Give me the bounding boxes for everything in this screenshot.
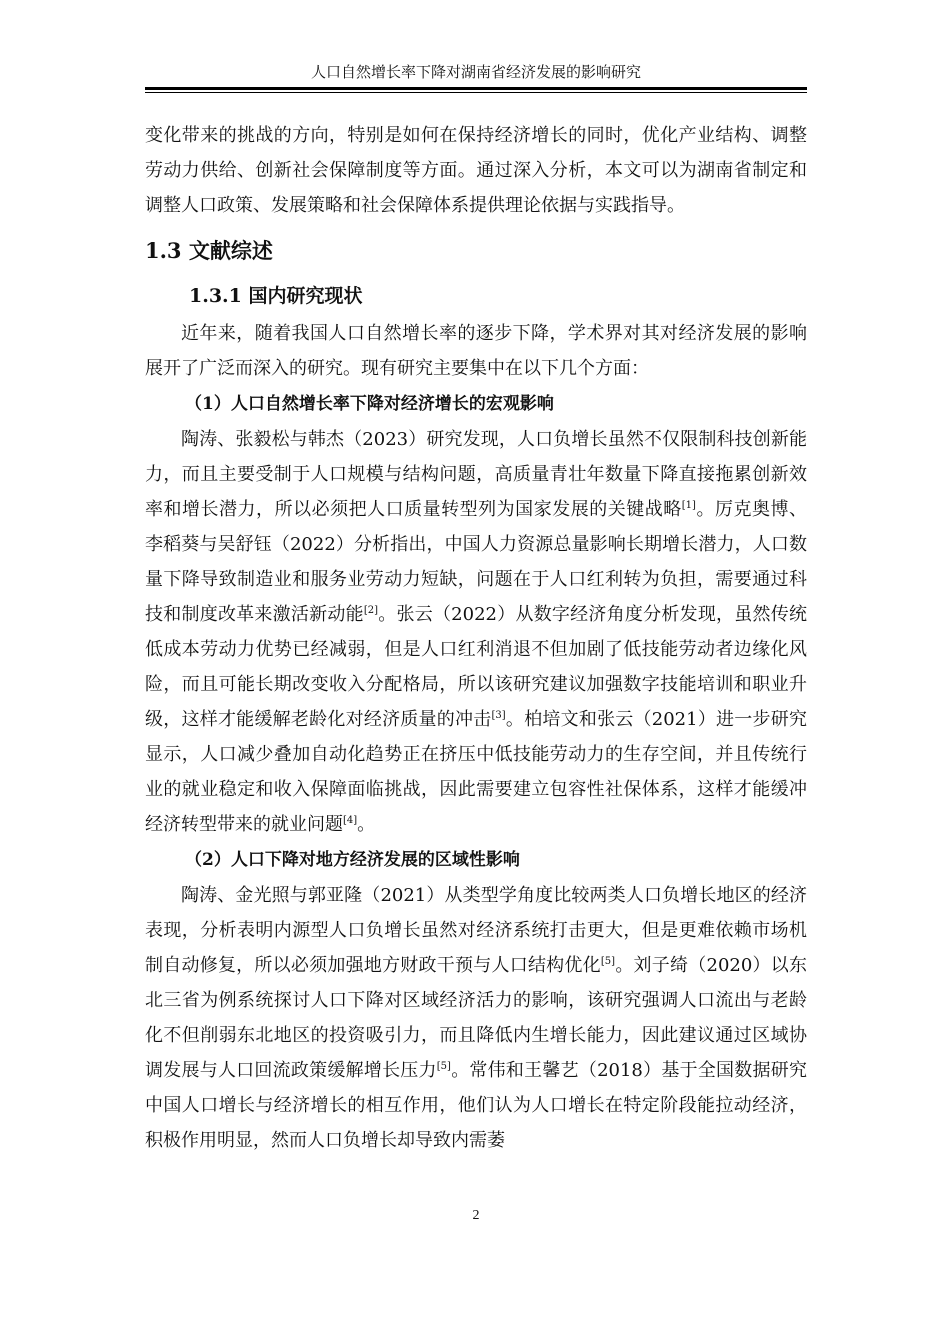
topic2-text-2: 。刘子绮（2020）以东北三省为例系统探讨人口下降对区域经济活力的影响，该研究强调人口流出与老龄化不但削弱东北地区的投资吸引力，而且降低内生增长能力，因此建议通过区域协调发展与人口回流政策缓解增长压力 xyxy=(145,955,808,1081)
topic2-paragraph xyxy=(145,878,807,1158)
running-header: 人口自然增长率下降对湖南省经济发展的影响研究 xyxy=(310,65,641,81)
topic1-text-4: 。柏培文和张云（2021）进一步研究显示，人口减少叠加自动化趋势正在挤压中低技能劳动力的生存空间，并且传统行业的就业稳定和收入保障面临挑战，因此需要建立包容性社保体系，这样才能缓冲经济转型带来的就业问题 xyxy=(145,709,807,835)
citation-5a: [5] xyxy=(600,956,616,967)
topic2-text-3: 。常伟和王馨艺（2018）基于全国数据研究中国人口增长与经济增长的相互作用，他们认为人口增长在特定阶段能拉动经济，积极作用明显，然而人口负增长却导致内需萎 xyxy=(145,1060,808,1151)
citation-1: [1] xyxy=(681,500,696,511)
topic2-heading: （2）人口下降对地方经济发展的区域性影响 xyxy=(185,850,520,870)
citation-4: [4] xyxy=(343,815,358,826)
topic1-text-1: 陶涛、张毅松与韩杰（2023）研究发现，人口负增长虽然不仅限制科技创新能力，而且主要受制于人口规模与结构问题，高质量青壮年数量下降直接拖累创新效率和增长潜力，所以必须把人口质量转型列为国家发展的关键战略 xyxy=(145,429,807,520)
citation-5b: [5] xyxy=(436,1061,451,1072)
topic1-text-2: 。厉克奥博、李稻葵与吴舒钰（2022）分析指出，中国人力资源总量影响长期增长潜力，人口数量下降导致制造业和服务业劳动力短缺，问题在于人口红利转为负担，需要通过科技和制度改革来激活新动能 xyxy=(145,499,808,625)
topic2-text-1: 陶涛、金光照与郭亚隆（2021）从类型学角度比较两类人口负增长地区的经济表现，分析表明内源型人口负增长虽然对经济系统打击更大，但是更难依赖市场机制自动修复，所以必须加强地方财政干预与人口结构优化 xyxy=(145,885,807,976)
header-rule-thick xyxy=(145,87,807,90)
intro-continuation-paragraph: 变化带来的挑战的方向，特别是如何在保持经济增长的同时，优化产业结构、调整劳动力供给、创新社会保障制度等方面。通过深入分析，本文可以为湖南省制定和调整人口政策、发展策略和社会保障体系提供理论依据与实践指导。 xyxy=(145,125,807,216)
page-number: 2 xyxy=(472,1208,480,1223)
citation-3: [3] xyxy=(491,710,506,721)
header-rule-thin xyxy=(145,92,807,93)
section-heading: 1.3 文献综述 xyxy=(145,238,273,263)
topic1-heading: （1）人口自然增长率下降对经济增长的宏观影响 xyxy=(185,394,554,414)
overview-paragraph: 近年来，随着我国人口自然增长率的逐步下降，学术界对其对经济发展的影响展开了广泛而深入的研究。现有研究主要集中在以下几个方面： xyxy=(145,323,807,379)
topic1-text-3: 。张云（2022）从数字经济角度分析发现，虽然传统低成本劳动力优势已经减弱，但是人口红利消退不但加剧了低技能劳动者边缘化风险，而且可能长期改变收入分配格局，所以该研究建议加强数字技能培训和职业升级，这样才能缓解老龄化对经济质量的冲击 xyxy=(145,604,807,730)
citation-2: [2] xyxy=(363,605,378,616)
page-body xyxy=(145,118,807,1158)
topic1-paragraph xyxy=(145,422,807,842)
subsection-heading: 1.3.1 国内研究现状 xyxy=(189,285,363,307)
topic1-text-5: 。 xyxy=(357,814,376,835)
